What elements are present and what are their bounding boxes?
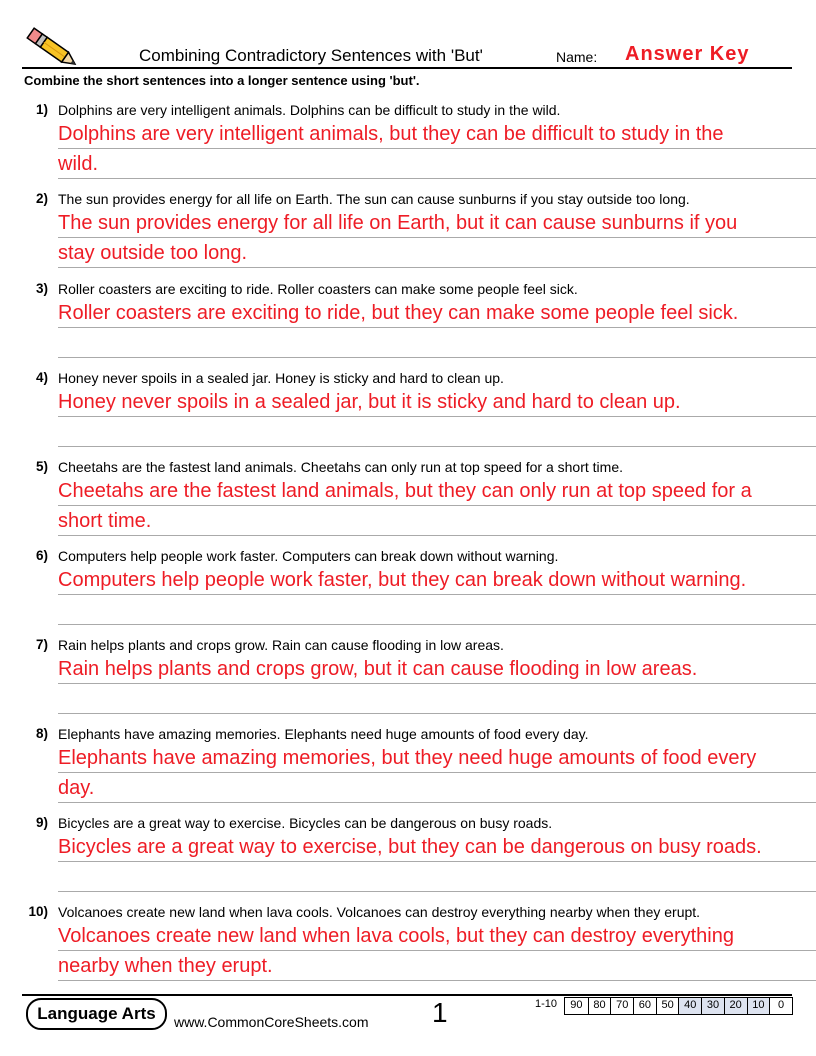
score-cell: 10 — [747, 998, 770, 1014]
answer-text-line2: stay outside too long. — [58, 242, 248, 264]
score-cell: 40 — [678, 998, 701, 1014]
question-number: 1) — [35, 102, 48, 117]
answer-text-line1: Roller coasters are exciting to ride, but they can make some people feel sick. — [58, 302, 739, 324]
page-number: 1 — [432, 997, 448, 1028]
score-table — [564, 997, 793, 1015]
score-cell: 0 — [769, 998, 792, 1014]
score-cell: 30 — [701, 998, 724, 1014]
question-text: Honey never spoils in a sealed jar. Honey is sticky and hard to clean up. — [58, 370, 504, 386]
question-number: 6) — [35, 548, 48, 563]
answer-line[interactable] — [58, 506, 816, 536]
question-number: 10) — [28, 904, 48, 919]
score-cell: 80 — [588, 998, 611, 1014]
answer-text-line1: Computers help people work faster, but they can break down without warning. — [58, 569, 747, 591]
answer-line[interactable] — [58, 149, 816, 179]
question-number: 3) — [35, 281, 48, 296]
answer-text-line1: Cheetahs are the fastest land animals, but they can only run at top speed for a — [58, 480, 752, 502]
score-cell: 70 — [610, 998, 633, 1014]
answer-text-line1: Elephants have amazing memories, but they need huge amounts of food every — [58, 747, 757, 769]
score-cell: 20 — [724, 998, 747, 1014]
answer-text-line2: wild. — [58, 153, 99, 175]
footer-divider — [22, 994, 792, 996]
page-title: Combining Contradictory Sentences with 'But' — [139, 46, 483, 65]
question-text: Computers help people work faster. Computers can break down without warning. — [58, 548, 559, 564]
question-text: The sun provides energy for all life on Earth. The sun can cause sunburns if you stay outside too long. — [58, 191, 690, 207]
question-text: Elephants have amazing memories. Elephants need huge amounts of food every day. — [58, 726, 589, 742]
answer-text-line1: Dolphins are very intelligent animals, but they can be difficult to study in the — [58, 123, 724, 145]
question-number: 2) — [35, 191, 48, 206]
score-cell: 90 — [570, 999, 583, 1011]
answer-text-line1: The sun provides energy for all life on Earth, but it can cause sunburns if you — [58, 212, 738, 234]
answer-line[interactable] — [58, 595, 816, 625]
answer-text-line1: Honey never spoils in a sealed jar, but it is sticky and hard to clean up. — [58, 391, 681, 413]
question-number: 4) — [35, 370, 48, 385]
header-divider — [22, 67, 792, 69]
name-label: Name: — [556, 49, 598, 65]
question-number: 7) — [35, 637, 48, 652]
website-link[interactable]: www.CommonCoreSheets.com — [174, 1014, 369, 1030]
answer-text-line1: Rain helps plants and crops grow, but it can cause flooding in low areas. — [58, 658, 698, 680]
pencil-icon — [22, 24, 82, 72]
score-cell: 60 — [633, 998, 656, 1014]
score-range-label: 1-10 — [535, 998, 558, 1010]
question-number: 5) — [35, 459, 48, 474]
question-text: Bicycles are a great way to exercise. Bicycles can be dangerous on busy roads. — [58, 815, 553, 831]
answer-text-line2: nearby when they erupt. — [58, 955, 273, 977]
question-text: Volcanoes create new land when lava cools. Volcanoes can destroy everything nearby when they erupt. — [58, 904, 701, 920]
question-text: Roller coasters are exciting to ride. Roller coasters can make some people feel sick. — [58, 281, 578, 297]
question-text: Rain helps plants and crops grow. Rain can cause flooding in low areas. — [58, 637, 504, 653]
language-arts-logo — [26, 998, 167, 1030]
answer-line[interactable] — [58, 684, 816, 714]
question-text: Dolphins are very intelligent animals. Dolphins can be difficult to study in the wild. — [58, 102, 561, 118]
answer-line[interactable] — [58, 417, 816, 447]
answer-text-line2: day. — [58, 777, 95, 799]
answer-line[interactable] — [58, 328, 816, 358]
score-cell: 50 — [656, 998, 679, 1014]
answer-line[interactable] — [58, 773, 816, 803]
question-text: Cheetahs are the fastest land animals. Cheetahs can only run at top speed for a short time. — [58, 459, 623, 475]
answer-text-line1: Bicycles are a great way to exercise, but they can be dangerous on busy roads. — [58, 836, 762, 858]
answer-text-line1: Volcanoes create new land when lava cools, but they can destroy everything — [58, 925, 734, 947]
answer-line[interactable] — [58, 862, 816, 892]
logo-text: Language Arts — [37, 1004, 156, 1023]
answer-text-line2: short time. — [58, 510, 152, 532]
question-number: 9) — [35, 815, 48, 830]
question-number: 8) — [35, 726, 48, 741]
instructions: Combine the short sentences into a longer sentence using 'but'. — [24, 73, 420, 88]
answer-key-label: Answer Key — [625, 43, 750, 65]
